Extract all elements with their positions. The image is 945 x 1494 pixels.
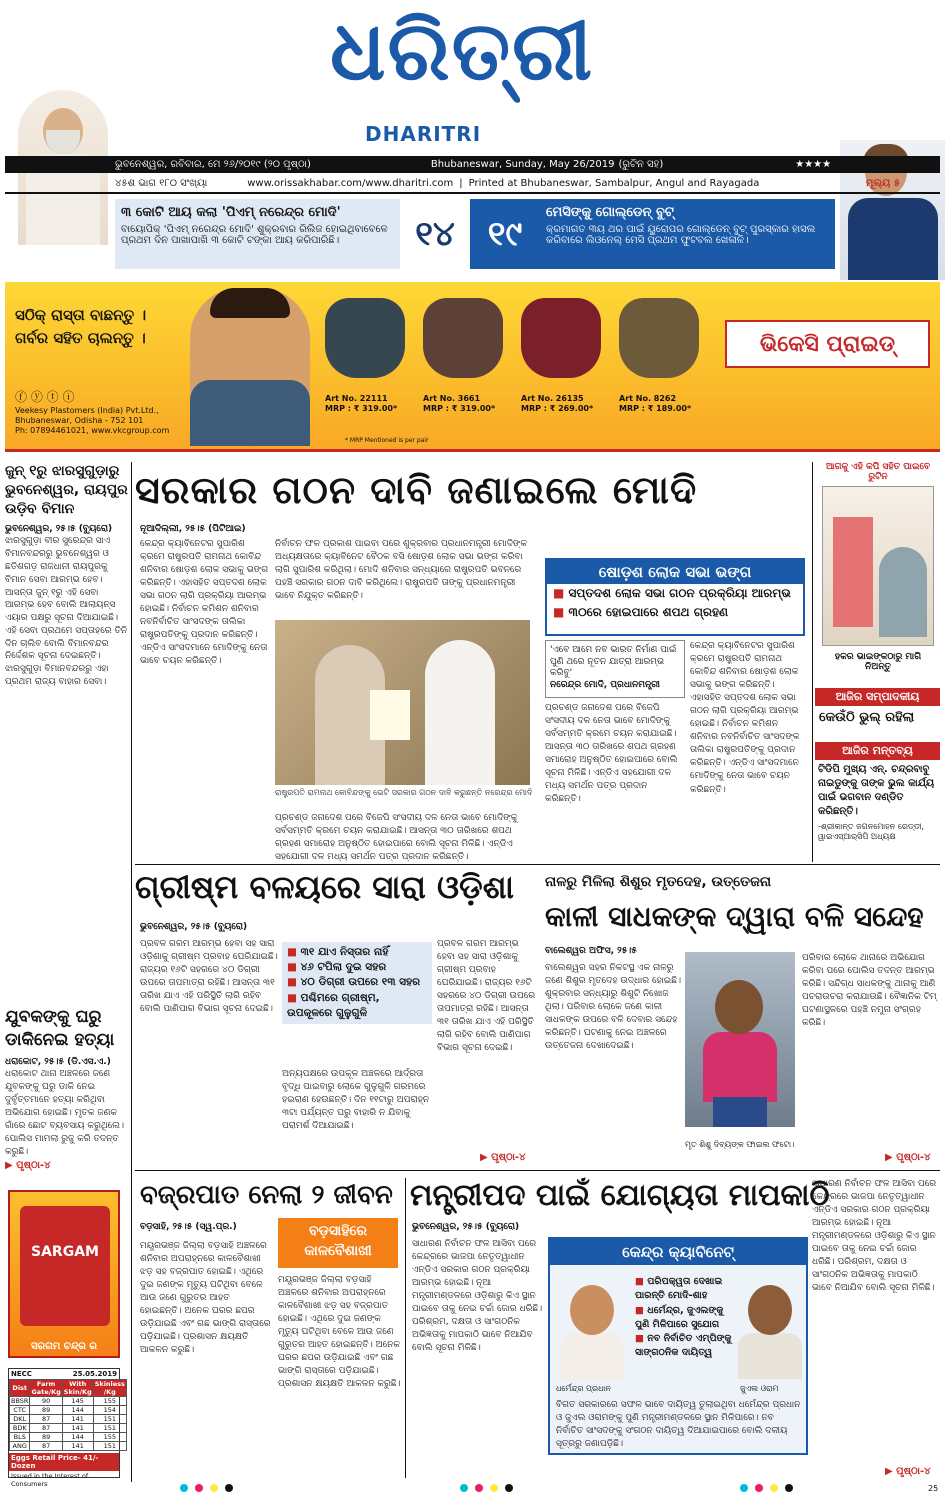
egg-table-row (10, 1442, 127, 1451)
left-column (5, 462, 130, 689)
lightning-dateline: ବଡ଼ସାହି, ୨୫।୫ (ସ୍ୱ.ପ୍ର.) (140, 1222, 237, 1232)
ad-product-mrp: MRP : ₹ 189.00* (619, 404, 692, 414)
ad-company-name: Veekesy Plastomers (India) Pvt.Ltd., Bhubaneswar, Odisha - 752 101 (15, 405, 159, 425)
date-odia: ଭୁବନେଶ୍ୱର, ରବିବାର, ମେ ୨୬/୨୦୧୯ (୨୦ ପୃଷ୍ଠା) (115, 159, 311, 170)
printed-at: Printed at Bhubaneswar, Sambalpur, Angul and Rayagada (468, 177, 760, 189)
ad-product-mrp: MRP : ₹ 319.00* (423, 404, 496, 414)
teaser-strip (115, 199, 835, 269)
egg-table-cell: 155 (93, 1397, 126, 1406)
oram-photo (734, 1279, 806, 1379)
egg-table-cell: 141 (62, 1424, 93, 1433)
egg-box-title: NECC (11, 1370, 32, 1378)
ad-product-mrp: MRP : ₹ 269.00* (521, 404, 594, 414)
egg-table-cell: DKL (10, 1415, 30, 1424)
egg-table-cell: BDK (10, 1424, 30, 1433)
magazine-cover[interactable] (822, 486, 934, 646)
flight-headline: ଜୁନ୍ ୧ରୁ ଝାରସୁଗୁଡ଼ାରୁ ଭୁବନେଶ୍ୱର, ରାୟପୁର ଉଡ଼ିବ ବିମାନ (5, 463, 128, 517)
ad-brand-logo: ଭିକେସି ପ୍ରାଇଡ୍ (725, 320, 930, 368)
ad-product-art: Art No. 8262 (619, 394, 677, 403)
egg-table-cell: 87 (30, 1424, 62, 1433)
ad-tagline (15, 304, 146, 349)
egg-table-cell: 155 (93, 1433, 126, 1442)
egg-table-cell: 144 (62, 1433, 93, 1442)
egg-box-date: 25.05.2019 (72, 1370, 117, 1378)
heat-bullet-1: ■ ୩୧ ଯାଏ ନିସ୍ତାର ନାହିଁ (287, 945, 427, 960)
minister-more-link[interactable]: ▶ ପୃଷ୍ଠା-୪ (885, 1466, 931, 1477)
egg-retail: Eggs Retail Price- 41/-Dozen (9, 1453, 119, 1471)
teaser-number-19: ୧୯ (470, 199, 540, 269)
ad-product-label-1 (325, 394, 397, 415)
cabinet-box (548, 1237, 808, 1455)
ad-product-mrp: MRP : ₹ 319.00* (325, 404, 398, 414)
newspaper-logo: ଧରିତ୍ରୀ (330, 3, 595, 99)
lok-sabha-box (545, 558, 805, 636)
egg-table-row (10, 1397, 127, 1406)
egg-table-cell: 90 (30, 1397, 62, 1406)
minister-body-2: ସାଧାରଣ ନିର୍ବାଚନ ଫଳ ଆସିବା ପରେ କେନ୍ଦ୍ରରେ ଭାଜପା ନେତୃତ୍ୱାଧୀନ ଏନ୍‌ଡିଏ ସରକାର ଗଠନ ପ୍ରକ୍ରିୟା ଆରମ୍ଭ ହୋଇଛି। ନୂଆ ମନ୍ତ୍ରୀମଣ୍ଡଳରେ ଓଡ଼ିଶାରୁ କିଏ ସ୍ଥାନ ପାଇବେ ତାକୁ ନେଇ ଚର୍ଚ୍ଚା ଜୋର ଧରିଛି। ପରିଶ୍ରମ, ଦକ୍ଷତା ଓ ସାଂଗଠନିକ ଅଭିଜ୍ଞତାକୁ ମାପକାଠି ଭାବେ ନିଆଯିବ ବୋଲି ସୂଚନା ମିଳିଛି। (812, 1179, 937, 1294)
egg-table-cell: 151 (93, 1424, 126, 1433)
minister-headline: ମନ୍ତ୍ରୀପଦ ପାଇଁ ଯୋଗ୍ୟତା ମାପକାଠି (410, 1178, 830, 1213)
footwear-advertisement[interactable] (5, 282, 940, 452)
cabinet-box-body: ବିଗତ ସରକାରରେ ସଫଳ ଭାବେ ଦାୟିତ୍ୱ ତୁଲାଇଥିବା ଧର୍ମେନ୍ଦ୍ର ପ୍ରଧାନ ଓ ଜୁଏଲ ଓରାମଙ୍କୁ ପୁଣି ମନ୍ତ୍ରୀମଣ୍ଡଳରେ ସ୍ଥାନ ମିଳିପାରେ। ନବ ନିର୍ବାଚିତ ସାଂସଦଙ୍କୁ ସଂଗଠନ ଦାୟିତ୍ୱ ଦିଆଯାଇପାରେ ବୋଲି ଦଳୀୟ ସୂତ୍ରରୁ ଜଣାପଡ଼ିଛି। (556, 1400, 801, 1450)
heat-body-3: ପ୍ରବଳ ଗରମ ଆରମ୍ଭ ହେବା ସହ ସାରା ଓଡ଼ିଶାକୁ ଗ୍ରୀଷ୍ମ ପ୍ରବାହ ଘେରିଯାଇଛି। ରାଜ୍ୟର ୧୬ଟି ସହରରେ ୪୦ ଡିଗ୍ରୀ ଉପରେ ତାପମାତ୍ରା ରହିଛି। ଆସନ୍ତା ୩୧ ତାରିଖ ଯାଏ ଏହି ପରିସ୍ଥିତି ଲାଗି ରହିବ ବୋଲି ପାଣିପାଗ ବିଭାଗ ସୂଚନା ଦେଇଛି। (437, 939, 536, 1054)
egg-note: Issued in the Interest of Consumers (11, 1472, 89, 1488)
teaser-biopic-title: ୩ କୋଟି ଆୟ କଲା 'ପିଏମ୍ ନରେନ୍ଦ୍ର ମୋଦି' (121, 205, 341, 220)
lead-body-1: କେନ୍ଦ୍ର କ୍ୟାବିନେଟର ସୁପାରିଶ କ୍ରମେ ରାଷ୍ଟ୍ରପତି ରାମନାଥ କୋବିନ୍ଦ ଶନିବାର ଷୋଡ଼ଶ ଲୋକ ସଭାକୁ ଭଙ୍ଗ କରିଛନ୍ତି। ଏହାସହିତ ସପ୍ତଦଶ ଲୋକ ସଭା ଗଠନ ଲାଗି ପ୍ରକ୍ରିୟା ଆରମ୍ଭ ହୋଇଛି। ନିର୍ବାଚନ କମିଶନ ଶନିବାର ନବନିର୍ବାଚିତ ସାଂସଦଙ୍କ ତାଲିକା ରାଷ୍ଟ୍ରପତିଙ୍କୁ ପ୍ରଦାନ କରିଛନ୍ତି। ଏନ୍‌ଡିଏ ସାଂସଦମାନେ ମୋଦିଙ୍କୁ ନେତା ଭାବେ ଚୟନ କରିଛନ୍ତି। (140, 539, 269, 667)
editorial-title: କେଉଁଠି ଭୁଲ୍ ରହିଲା (819, 710, 915, 725)
teaser-messi[interactable] (540, 199, 835, 269)
egg-table-row (10, 1406, 127, 1415)
comment-text: ଟିଡିପି ମୁଖ୍ୟ ଏନ୍. ଚନ୍ଦ୍ରବାବୁ ନାଇଡୁଙ୍କୁ ତାଙ୍କ ଭୁଲ କାର୍ଯ୍ୟ ପାଇଁ ଭଗବାନ ଦଣ୍ଡିତ କରିଛନ୍ତି। (818, 764, 935, 817)
dateline-bar (5, 156, 940, 173)
ad-product-label-2 (423, 394, 495, 415)
lightning-headline: ବଜ୍ରପାତ ନେଲା ୨ ଜୀବନ (140, 1180, 393, 1210)
ad-tagline-1: ସଠିକ୍ ରାସ୍ତା ବାଛନ୍ତୁ । (15, 306, 147, 324)
magazine-promo-title: ଆଗକୁ ଏହି କପି ସହିତ ପାଇବେ ରୁଟିନ (825, 462, 931, 482)
price: ମୂଲ୍ୟ ୫ (865, 177, 900, 189)
sargam-tag: ସରଗମ ଚନ୍ଦ୍ର ର (30, 1341, 98, 1352)
teaser-biopic[interactable] (115, 199, 400, 269)
heat-more-link[interactable]: ▶ ପୃଷ୍ଠା-୪ (480, 1152, 526, 1163)
egg-table-cell: CTC (10, 1406, 30, 1415)
heat-headline: ଗ୍ରୀଷ୍ମ ବଳୟରେ ସାରା ଓଡ଼ିଶା (135, 868, 514, 906)
egg-table-cell: BLS (10, 1433, 30, 1442)
cabinet-box-title: କେନ୍ଦ୍ର କ୍ୟାବିନେଟ୍ (550, 1239, 806, 1265)
heat-dateline: ଭୁବନେଶ୍ୱର, ୨୫।୫ (ବ୍ୟୁରୋ) (140, 922, 248, 932)
heat-body-1: ପ୍ରବଳ ଗରମ ଆରମ୍ଭ ହେବା ସହ ସାରା ଓଡ଼ିଶାକୁ ଗ୍ରୀଷ୍ମ ପ୍ରବାହ ଘେରିଯାଇଛି। ରାଜ୍ୟର ୧୬ଟି ସହରରେ ୪୦ ଡିଗ୍ରୀ ଉପରେ ତାପମାତ୍ରା ରହିଛି। ଆସନ୍ତା ୩୧ ତାରିଖ ଯାଏ ଏହି ପରିସ୍ଥିତି ଲାଗି ରହିବ ବୋଲି ପାଣିପାଗ ବିଭାଗ ସୂଚନା ଦେଇଛି। (140, 939, 278, 1015)
egg-price-table (9, 1379, 127, 1451)
egg-table-row (10, 1433, 127, 1442)
murder-headline: ଯୁବକଙ୍କୁ ଘରୁ ଡାକିନେଇ ହତ୍ୟା (5, 1007, 115, 1050)
teaser-messi-text: କ୍ରମାଗତ ୩ୟ ଥର ପାଇଁ ୟୁରୋପର ଗୋଲ୍‌ଡେନ୍ ବୁଟ୍ ପୁରସ୍କାର ହାସଲ କରିବାରେ ଲିଓନେଲ୍ ମେସି ପ୍ରଥମ ଫୁଟବଲ ଖେଳାଳି। (546, 224, 816, 246)
egg-table-header: With Skin/Kg (63, 1380, 92, 1396)
egg-table-cell: BBSR (11, 1397, 29, 1405)
lead-body-4: କେନ୍ଦ୍ର କ୍ୟାବିନେଟର ସୁପାରିଶ କ୍ରମେ ରାଷ୍ଟ୍ରପତି ରାମନାଥ କୋବିନ୍ଦ ଶନିବାର ଷୋଡ଼ଶ ଲୋକ ସଭାକୁ ଭଙ୍ଗ କରିଛନ୍ତି। ଏହାସହିତ ସପ୍ତଦଶ ଲୋକ ସଭା ଗଠନ ଲାଗି ପ୍ରକ୍ରିୟା ଆରମ୍ଭ ହୋଇଛି। ନିର୍ବାଚନ କମିଶନ ଶନିବାର ନବନିର୍ବାଚିତ ସାଂସଦଙ୍କ ତାଲିକା ରାଷ୍ଟ୍ରପତିଙ୍କୁ ପ୍ରଦାନ କରିଛନ୍ତି। ଏନ୍‌ଡିଏ ସାଂସଦମାନେ ମୋଦିଙ୍କୁ ନେତା ଭାବେ ଚୟନ କରିଛନ୍ତି। (690, 641, 800, 795)
comment-box (815, 742, 940, 842)
date-note: (ରୁଟିନ ସହ) (618, 159, 664, 170)
heat-body-2: ଅନ୍ୟପକ୍ଷରେ ଉପକୂଳ ଅଞ୍ଚଳରେ ଆର୍ଦ୍ରତା ବୃଦ୍ଧି ପାଇବାରୁ ଲୋକେ ଗୁଳୁଗୁଳି ଗରମରେ ହଇରାଣ ହେଉଛନ୍ତି। ଦିନ ୧୧ଟାରୁ ଅପରାହ୍ନ ୩ଟା ପର୍ଯ୍ୟନ୍ତ ଘରୁ ବାହାରି ନ ଯିବାକୁ ପରାମର୍ଶ ଦିଆଯାଇଛି। (282, 1069, 430, 1132)
lightning-box: ବଡ଼ସାହିରେ କାଳବୈଶାଖୀ (278, 1218, 398, 1268)
murder-more-link[interactable]: ▶ ପୃଷ୍ଠା-୪ (5, 1160, 51, 1172)
heat-bullet-2: ■ ୪୬ ଟପିଲା ଦୁଇ ସହର (287, 960, 427, 975)
egg-table-cell: 141 (62, 1415, 93, 1424)
heat-bullet-4: ■ ପଶ୍ଚିମରେ ଗ୍ରୀଷ୍ମ, ଉପକୂଳରେ ଗୁଳୁଗୁଳି (287, 991, 427, 1021)
teaser-number-14: ୧୪ (415, 214, 455, 254)
editorial-label: ଆଜିର ସମ୍ପାଦକୀୟ (815, 688, 940, 706)
murder-dateline: ଧରାକୋଟ, ୨୫।୫ (ଡି.ଏସ.ଏ.) (5, 1056, 111, 1067)
ad-company: ⓕ ⓨ ⓣ ⓘ Veekesy Plastomers (India) Pvt.Ltd., Bhubaneswar, Odisha - 752 101 Ph: 07894461021, www.vkcgroup.com (15, 390, 185, 437)
comment-author: -ଶ୍ରୀକାନ୍ତ ଜଗନମୋହନ ରେଡ୍ଡୀ, ୱାଇଏସ୍‌ଆର୍‌ସିପି ଅଧ୍ୟକ୍ଷ (818, 822, 925, 841)
comment-label: ଆଜିର ମନ୍ତବ୍ୟ (815, 742, 940, 760)
newspaper-logo-english: DHARITRI (365, 122, 482, 146)
egg-table-cell: 151 (93, 1442, 126, 1451)
subline: ୪୫ଶ ଭାଗ ୧୮୦ ସଂଖ୍ୟା www.orissakhabar.com/www.dharitri.com | Printed at Bhubaneswar, Sambalpur, Angul and Rayagada ମୂଲ୍ୟ ୫ (5, 174, 940, 194)
egg-table-row (10, 1424, 127, 1433)
ad-model-photo (190, 288, 310, 446)
child-body-1: ବାଲେଶ୍ୱର ସହର ନିକଟସ୍ଥ ଏକ ନାଳରୁ ଜଣେ ଶିଶୁର ମୃତଦେହ ଉଦ୍ଧାର ହୋଇଛି। ଶୁକ୍ରବାର ସନ୍ଧ୍ୟାରୁ ଶିଶୁଟି ନିଖୋଜ ଥିଲା। ପରିବାର ଲୋକେ ଜଣେ କାଳୀ ସାଧକଙ୍କ ଉପରେ ବଳି ଦେବାର ସନ୍ଦେହ କରିଛନ୍ତି। ଘଟଣାକୁ ନେଇ ଅଞ୍ଚଳରେ ଉତ୍ତେଜନା ଦେଖାଦେଇଛି। (545, 963, 681, 1052)
ad-product-2 (423, 298, 503, 378)
volume: ୪୫ଶ ଭାଗ ୧୮୦ ସଂଖ୍ୟା (115, 177, 208, 189)
egg-table-cell: 154 (93, 1406, 126, 1415)
egg-table-cell: ANG (10, 1442, 30, 1451)
ad-product-1 (325, 298, 405, 378)
modi-quote (545, 640, 685, 698)
lightning-body-2: ମୟୂରଭଞ୍ଜ ଜିଲ୍ଲା ବଡ଼ସାହି ଅଞ୍ଚଳରେ ଶନିବାର ଅପରାହ୍ନରେ କାଳବୈଶାଖୀ ଝଡ଼ ସହ ବଜ୍ରପାତ ହୋଇଛି। ଏଥିରେ ଦୁଇ ଜଣଙ୍କ ମୃତ୍ୟୁ ଘଟିଥିବା ବେଳେ ଆଉ ଜଣେ ଗୁରୁତର ଆହତ ହୋଇଛନ୍ତି। ଅନେକ ଘରର ଛପର ଉଡ଼ିଯାଇଛି ଏବଂ ଗଛ ଭାଙ୍ଗି ରାସ୍ତାରେ ପଡ଼ିଯାଇଛି। ପ୍ରଶାସନ କ୍ଷୟକ୍ଷତି ଆକଳନ କରୁଛି। (278, 1275, 401, 1390)
ad-product-3 (521, 298, 601, 378)
heat-bullets (282, 942, 432, 1024)
ad-product-art: Art No. 26135 (521, 394, 584, 403)
egg-table-cell: 144 (62, 1406, 93, 1415)
ad-company-phone: Ph: 07894461021, www.vkcgroup.com (15, 426, 170, 436)
lok-sabha-item-1: ■ ସପ୍ତଦଶ ଲୋକ ସଭା ଗଠନ ପ୍ରକ୍ରିୟା ଆରମ୍ଭ (547, 584, 803, 603)
cabinet-item-2: ■ ଧର୍ମେନ୍ଦ୍ର, ଜୁଏଲଙ୍କୁ ପୁଣି ମିଳିପାରେ ସୁଯୋଗ (635, 1304, 735, 1333)
murder-story (5, 1006, 130, 1173)
ad-product-4 (619, 298, 699, 378)
egg-table-cell: 87 (30, 1415, 62, 1424)
child-photo (685, 952, 795, 1127)
egg-table-cell: 87 (30, 1442, 62, 1451)
child-body-2: ପରିବାର ଲୋକେ ଥାନାରେ ଅଭିଯୋଗ କରିବା ପରେ ପୋଲିସ ତଦନ୍ତ ଆରମ୍ଭ କରିଛି। ସନ୍ଦିଗ୍ଧ ସାଧକଙ୍କୁ ଥାନାକୁ ଆଣି ପଚରାଉଚରା କରାଯାଉଛି। ବୈଜ୍ଞାନିକ ଟିମ୍ ଘଟଣାସ୍ଥଳରେ ପହଞ୍ଚି ନମୁନା ସଂଗ୍ରହ କରିଛି। (802, 953, 937, 1029)
ad-product-label-3 (521, 394, 593, 415)
page-number: 25 (928, 1484, 939, 1493)
egg-table-cell: 151 (93, 1415, 126, 1424)
quote-author: ନରେନ୍ଦ୍ର ମୋଦି, ପ୍ରଧାନମନ୍ତ୍ରୀ (550, 680, 660, 691)
lightning-body-1: ମୟୂରଭଞ୍ଜ ଜିଲ୍ଲା ବଡ଼ସାହି ଅଞ୍ଚଳରେ ଶନିବାର ଅପରାହ୍ନରେ କାଳବୈଶାଖୀ ଝଡ଼ ସହ ବଜ୍ରପାତ ହୋଇଛି। ଏଥିରେ ଦୁଇ ଜଣଙ୍କ ମୃତ୍ୟୁ ଘଟିଥିବା ବେଳେ ଆଉ ଜଣେ ଗୁରୁତର ଆହତ ହୋଇଛନ୍ତି। ଅନେକ ଘରର ଛପର ଉଡ଼ିଯାଇଛି ଏବଂ ଗଛ ଭାଙ୍ଗି ରାସ୍ତାରେ ପଡ଼ିଯାଇଛି। ପ୍ରଶାସନ କ୍ଷୟକ୍ଷତି ଆକଳନ କରୁଛି। (140, 1241, 271, 1356)
cabinet-item-1: ■ ପରିପକ୍ୱତା ଦେଖାଇ ପାରନ୍ତି ମୋଦି-ଶାହ (635, 1275, 735, 1304)
lok-sabha-item-2: ■ ୩୦ରେ ହୋଇପାରେ ଶପଥ ଗ୍ରହଣ (547, 603, 803, 622)
child-headline: କାଳୀ ସାଧକଙ୍କ ଦ୍ୱାରା ବଳି ସନ୍ଦେହ (545, 900, 924, 933)
flight-dateline: ଭୁବନେଶ୍ୱର, ୨୫।୫ (ବ୍ୟୁରୋ) (5, 523, 113, 534)
lead-body-3: ପ୍ରଚଣ୍ଡ ଜନାଦେଶ ପରେ ବିଜେପି ସଂସଦୀୟ ଦଳ ନେତା ଭାବେ ମୋଦିଙ୍କୁ ସର୍ବସମ୍ମତି କ୍ରମେ ଚୟନ କରାଯାଇଛି। ଆସନ୍ତା ୩୦ ତାରିଖରେ ଶପଥ ଗ୍ରହଣ ସମାରୋହ ଅନୁଷ୍ଠିତ ହୋଇପାରେ ବୋଲି ସୂଚନା ମିଳିଛି। ଏନ୍‌ଡିଏ ସହଯୋଗୀ ଦଳ ମଧ୍ୟ ସମର୍ଥନ ପତ୍ର ପ୍ରଦାନ କରିଛନ୍ତି। (275, 813, 518, 862)
egg-table-header: Skinless /Kg (94, 1380, 125, 1396)
heat-bullet-3: ■ ୪୦ ଡିଗ୍ରୀ ଉପରେ ୧୩ ସହର (287, 975, 427, 990)
child-kicker: ନାଳରୁ ମିଳିଲା ଶିଶୁର ମୃତଦେହ, ଉତ୍ତେଜନା (545, 874, 772, 890)
date-english: Bhubaneswar, Sunday, May 26/2019 (430, 159, 615, 170)
cabinet-item-3: ■ ନବ ନିର୍ବାଚିତ ଏମ୍‌ପିଙ୍କୁ ସାଙ୍ଗଠନିକ ଦାୟିତ୍ୱ (635, 1332, 735, 1361)
cabinet-items (635, 1275, 735, 1361)
egg-table-header: Farm Gate/Kg (31, 1380, 61, 1396)
egg-table-cell: 145 (62, 1397, 93, 1406)
egg-table-header: Dist (10, 1380, 30, 1397)
egg-price-box (8, 1368, 125, 1488)
oram-caption: ଜୁଏଲ ଓରାମ (740, 1384, 779, 1393)
editorial-box[interactable] (815, 688, 940, 729)
child-dateline: ବାଲେଶ୍ୱର ଅଫିସ, ୨୫।୫ (545, 946, 637, 956)
quote-text: 'ଏବେ ଆମେ ନବ ଭାରତ ନିର୍ମାଣ ପାଇଁ ପୁଣି ଥରେ ନୂତନ ଯାତ୍ରା ଆରମ୍ଭ କରିବୁ' (550, 645, 677, 679)
lok-sabha-box-title: ଷୋଡ଼ଶ ଲୋକ ସଭା ଭଙ୍ଗ (547, 560, 803, 584)
pradhan-photo (556, 1279, 628, 1379)
flight-body: ଝାରସୁଗୁଡ଼ା ବୀର ସୁରେନ୍ଦ୍ର ସାଏ ବିମାନବନ୍ଦରରୁ ଭୁବନେଶ୍ୱର ଓ ଛତିଶଗଡ଼ ରାଜଧାନୀ ରାୟପୁରକୁ ବିମାନ ସେବା ଆରମ୍ଭ ହେବ। ଆସନ୍ତା ଜୁନ୍ ୧ରୁ ଏହି ସେବା ଆରମ୍ଭ ହେବ ବୋଲି ଆଲାୟନ୍ସ ଏୟାର ପକ୍ଷରୁ ସୂଚନା ଦିଆଯାଇଛି। ଏହି ସେବା ପ୍ରଥମେ ସପ୍ତାହରେ ତିନି ଦିନ ଚାଲିବ ବୋଲି ବିମାନବନ୍ଦର ନିର୍ଦ୍ଦେଶକ ସୂଚନା ଦେଇଛନ୍ତି। ଝାରସୁଗୁଡ଼ା ବିମାନବନ୍ଦରରୁ ଏହା ପ୍ରଥମ ରାଜ୍ୟ ବାହାର ସେବା। (5, 536, 128, 687)
teaser-messi-title: ମେସିଙ୍କୁ ଗୋଲ୍‌ଡେନ୍ ବୁଟ୍ (546, 205, 674, 220)
egg-table-cell: 89 (30, 1406, 62, 1415)
minister-dateline: ଭୁବନେଶ୍ୱର, ୨୫।୫ (ବ୍ୟୁରୋ) (412, 1222, 520, 1232)
pradhan-caption: ଧର୍ମେନ୍ଦ୍ର ପ୍ରଧାନ (556, 1384, 611, 1393)
ad-product-art: Art No. 22111 (325, 394, 388, 403)
ad-mrp-note: * MRP Mentioned is per pair (345, 437, 429, 444)
egg-table-cell: 89 (30, 1433, 62, 1442)
lead-headline: ସରକାର ଗଠନ ଦାବି ଜଣାଇଲେ ମୋଦି (135, 468, 698, 512)
modi-kovind-photo (275, 620, 530, 785)
ad-product-label-4 (619, 394, 691, 415)
ad-tagline-2: ଗର୍ବର ସହିତ ଚାଲନ୍ତୁ । (15, 328, 146, 347)
child-more-link[interactable]: ▶ ପୃଷ୍ଠା-୪ (885, 1152, 931, 1163)
teaser-biopic-text: ବାୟୋପିକ୍ 'ପିଏମ୍ ନରେନ୍ଦ୍ର ମୋଦି' ଶୁକ୍ରବାର ରିଲିଜ ହୋଇଥିବାବେଳେ ପ୍ରଥମ ଦିନ ପାଖାପାଖି ୩ କୋଟି ଟଙ୍କା ଆୟ କରିପାରିଛି। (121, 224, 388, 246)
egg-table-cell: 141 (62, 1442, 93, 1451)
egg-table-row (10, 1415, 127, 1424)
sargam-ad[interactable] (8, 1190, 120, 1358)
magazine-caption: ହକର ଭାଇଙ୍କଠାରୁ ମାଗି ନିଅନ୍ତୁ (834, 652, 922, 672)
websites[interactable]: www.orissakhabar.com/www.dharitri.com (247, 177, 454, 189)
lead-dateline: ନୂଆଦିଲ୍ଲୀ, ୨୫।୫ (ପିଟିଆଇ) (140, 524, 246, 534)
edition-stars: ★★★★ (795, 159, 832, 170)
lead-body-5: ପ୍ରଚଣ୍ଡ ଜନାଦେଶ ପରେ ବିଜେପି ସଂସଦୀୟ ଦଳ ନେତା ଭାବେ ମୋଦିଙ୍କୁ ସର୍ବସମ୍ମତି କ୍ରମେ ଚୟନ କରାଯାଇଛି। ଆସନ୍ତା ୩୦ ତାରିଖରେ ଶପଥ ଗ୍ରହଣ ସମାରୋହ ଅନୁଷ୍ଠିତ ହୋଇପାରେ ବୋଲି ସୂଚନା ମିଳିଛି। ଏନ୍‌ଡିଏ ସହଯୋଗୀ ଦଳ ମଧ୍ୟ ସମର୍ଥନ ପତ୍ର ପ୍ରଦାନ କରିଛନ୍ତି। (545, 703, 678, 805)
lead-body-2: ନିର୍ବାଚନ ଫଳ ପ୍ରକାଶ ପାଇବା ପରେ ଶୁକ୍ରବାର ପ୍ରଧାନମନ୍ତ୍ରୀ ମୋଦିଙ୍କ ଅଧ୍ୟକ୍ଷତାରେ କ୍ୟାବିନେଟ ବୈଠକ ବସି ଷୋଡ଼ଶ ଲୋକ ସଭା ଭଙ୍ଗ କରିବା ଲାଗି ସୁପାରିଶ କରିଥିଲା। ମୋଦି ଶନିବାର ସନ୍ଧ୍ୟାରେ ରାଷ୍ଟ୍ରପତି ଭବନରେ ପହଞ୍ଚି ସରକାର ଗଠନ ଦାବି କରିଥିଲେ। ରାଷ୍ଟ୍ରପତି ତାଙ୍କୁ ପ୍ରଧାନମନ୍ତ୍ରୀ ଭାବେ ନିଯୁକ୍ତ କରିଛନ୍ତି। (275, 539, 528, 602)
lead-photo-caption: ରାଷ୍ଟ୍ରପତି ରାମନାଥ କୋବିନ୍ଦଙ୍କୁ ଭେଟି ସରକାର ଗଠନ ଦାବି କରୁଛନ୍ତି ନରେନ୍ଦ୍ର ମୋଦି (275, 788, 533, 797)
child-photo-caption: ମୃତ ଶିଶୁ ଦିବ୍ୟଙ୍କ ଫାଇଲ ଫଟୋ। (685, 1140, 795, 1149)
minister-body-1: ସାଧାରଣ ନିର୍ବାଚନ ଫଳ ଆସିବା ପରେ କେନ୍ଦ୍ରରେ ଭାଜପା ନେତୃତ୍ୱାଧୀନ ଏନ୍‌ଡିଏ ସରକାର ଗଠନ ପ୍ରକ୍ରିୟା ଆରମ୍ଭ ହୋଇଛି। ନୂଆ ମନ୍ତ୍ରୀମଣ୍ଡଳରେ ଓଡ଼ିଶାରୁ କିଏ ସ୍ଥାନ ପାଇବେ ତାକୁ ନେଇ ଚର୍ଚ୍ଚା ଜୋର ଧରିଛି। ପରିଶ୍ରମ, ଦକ୍ଷତା ଓ ସାଂଗଠନିକ ଅଭିଜ୍ଞତାକୁ ମାପକାଠି ଭାବେ ନିଆଯିବ ବୋଲି ସୂଚନା ମିଳିଛି। (412, 1239, 543, 1354)
murder-body: ଧରାକୋଟ ଥାନା ଅଞ୍ଚଳରେ ଜଣେ ଯୁବକଙ୍କୁ ଘରୁ ଡାକି ନେଇ ଦୁର୍ବୃତ୍ତମାନେ ହତ୍ୟା କରିଥିବା ଅଭିଯୋଗ ହୋଇଛି। ମୃତକ ଜଣକ ଗାଁରେ ଛୋଟ ବ୍ୟବସାୟ କରୁଥିଲେ। ପୋଲିସ ମାମଲା ରୁଜୁ କରି ତଦନ୍ତ କରୁଛି। (5, 1069, 125, 1158)
sargam-pack: SARGAM (20, 1206, 110, 1326)
ad-product-art: Art No. 3661 (423, 394, 481, 403)
